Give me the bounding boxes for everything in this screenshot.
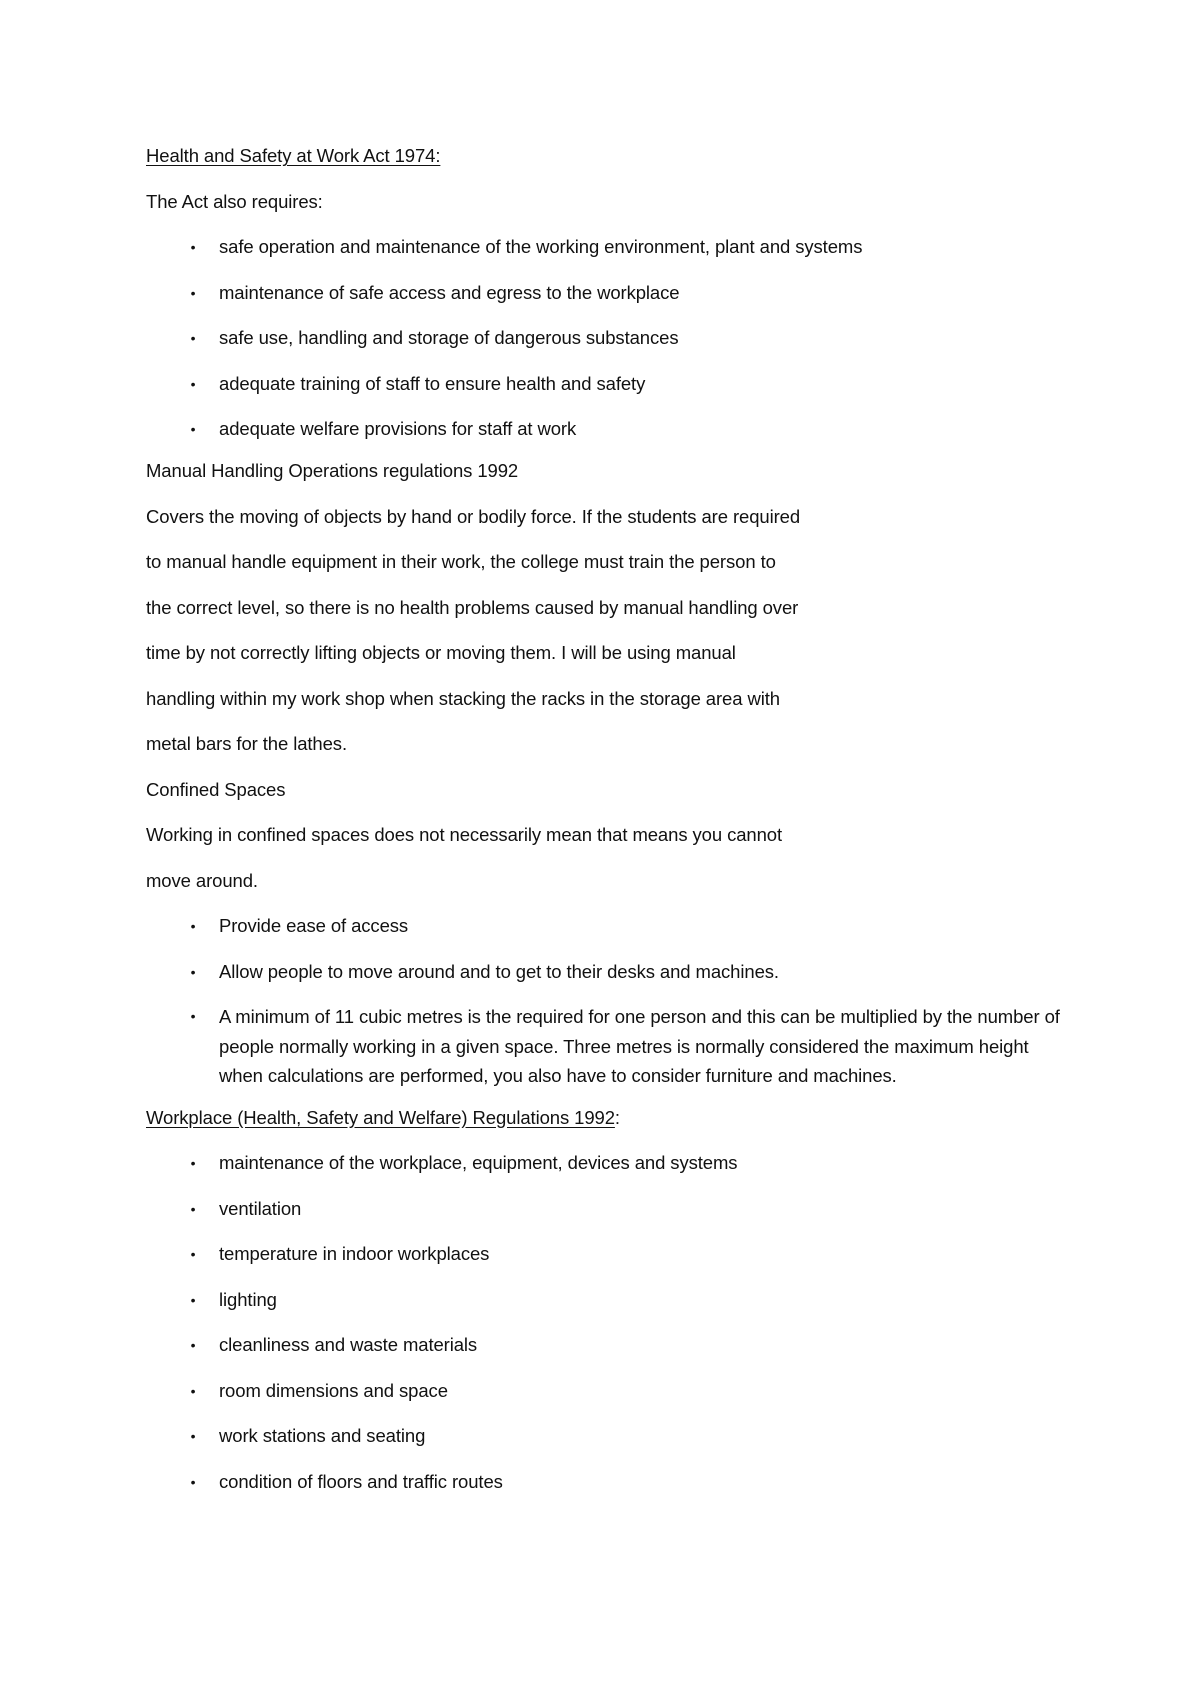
- list-item: • adequate training of staff to ensure health and safety: [146, 372, 1076, 418]
- list-item: • A minimum of 11 cubic metres is the required for one person and this can be multiplied by the number of people normally working in a given space. Three metres is normally considered the maximum height when calculations are performed, you also have to consider furniture and machines.: [146, 1002, 1076, 1091]
- bullet-icon: •: [190, 284, 196, 301]
- section-heading-confined-spaces: Confined Spaces: [146, 778, 286, 800]
- list-item: • safe use, handling and storage of dangerous substances: [146, 326, 1076, 372]
- bullet-icon: •: [190, 1291, 196, 1308]
- bullet-icon: •: [190, 330, 196, 346]
- confined-spaces-list: [146, 914, 1076, 1091]
- act-requirements-list: [146, 235, 1076, 459]
- list-item: • maintenance of the workplace, equipment, devices and systems: [146, 1151, 1076, 1197]
- list-item: • Allow people to move around and to get to their desks and machines.: [146, 960, 1076, 1006]
- list-item: • work stations and seating: [146, 1424, 1076, 1470]
- paragraph-line: move around.: [146, 869, 258, 891]
- bullet-icon: •: [190, 1008, 196, 1024]
- intro-text: The Act also requires:: [146, 190, 323, 212]
- paragraph-line: the correct level, so there is no health problems caused by manual handling over: [146, 596, 799, 618]
- section-heading-hswa: Health and Safety at Work Act 1974:: [146, 145, 441, 166]
- bullet-icon: •: [190, 1200, 196, 1217]
- bullet-icon: •: [190, 375, 196, 392]
- paragraph-line: Covers the moving of objects by hand or bodily force. If the students are required: [146, 505, 801, 527]
- paragraph-line: time by not correctly lifting objects or moving them. I will be using manual: [146, 642, 736, 663]
- bullet-icon: •: [190, 1246, 196, 1262]
- list-item: • Provide ease of access: [146, 914, 1076, 960]
- list-item: • adequate welfare provisions for staff at work: [146, 417, 1076, 459]
- bullet-icon: •: [190, 963, 196, 980]
- list-item: • temperature in indoor workplaces: [146, 1242, 1076, 1288]
- section-heading-manual-handling: Manual Handling Operations regulations 1992: [146, 460, 519, 481]
- bullet-icon: •: [190, 1428, 196, 1444]
- bullet-icon: •: [190, 1337, 196, 1353]
- bullet-icon: •: [190, 239, 196, 255]
- paragraph-line: metal bars for the lathes.: [146, 733, 347, 754]
- workplace-regulations-list: [146, 1151, 1076, 1515]
- bullet-icon: •: [190, 918, 196, 934]
- paragraph-line: to manual handle equipment in their work, the college must train the person to: [146, 551, 776, 572]
- list-item: • maintenance of safe access and egress to the workplace: [146, 281, 1076, 327]
- paragraph-line: Working in confined spaces does not necessarily mean that means you cannot: [146, 824, 783, 845]
- list-item: • lighting: [146, 1288, 1076, 1334]
- bullet-icon: •: [190, 421, 196, 437]
- bullet-icon: •: [190, 1382, 196, 1399]
- paragraph-line: handling within my work shop when stacking the racks in the storage area with: [146, 687, 780, 709]
- list-item: • condition of floors and traffic routes: [146, 1470, 1076, 1516]
- list-item: • ventilation: [146, 1197, 1076, 1243]
- document-body: [146, 144, 1076, 1515]
- bullet-icon: •: [190, 1473, 196, 1490]
- list-item: • safe operation and maintenance of the working environment, plant and systems: [146, 235, 1076, 281]
- list-item: • room dimensions and space: [146, 1379, 1076, 1425]
- list-item: • cleanliness and waste materials: [146, 1333, 1076, 1379]
- bullet-icon: •: [190, 1155, 196, 1171]
- section-heading-workplace-regulations: Workplace (Health, Safety and Welfare) Regulations 1992:: [146, 1106, 620, 1128]
